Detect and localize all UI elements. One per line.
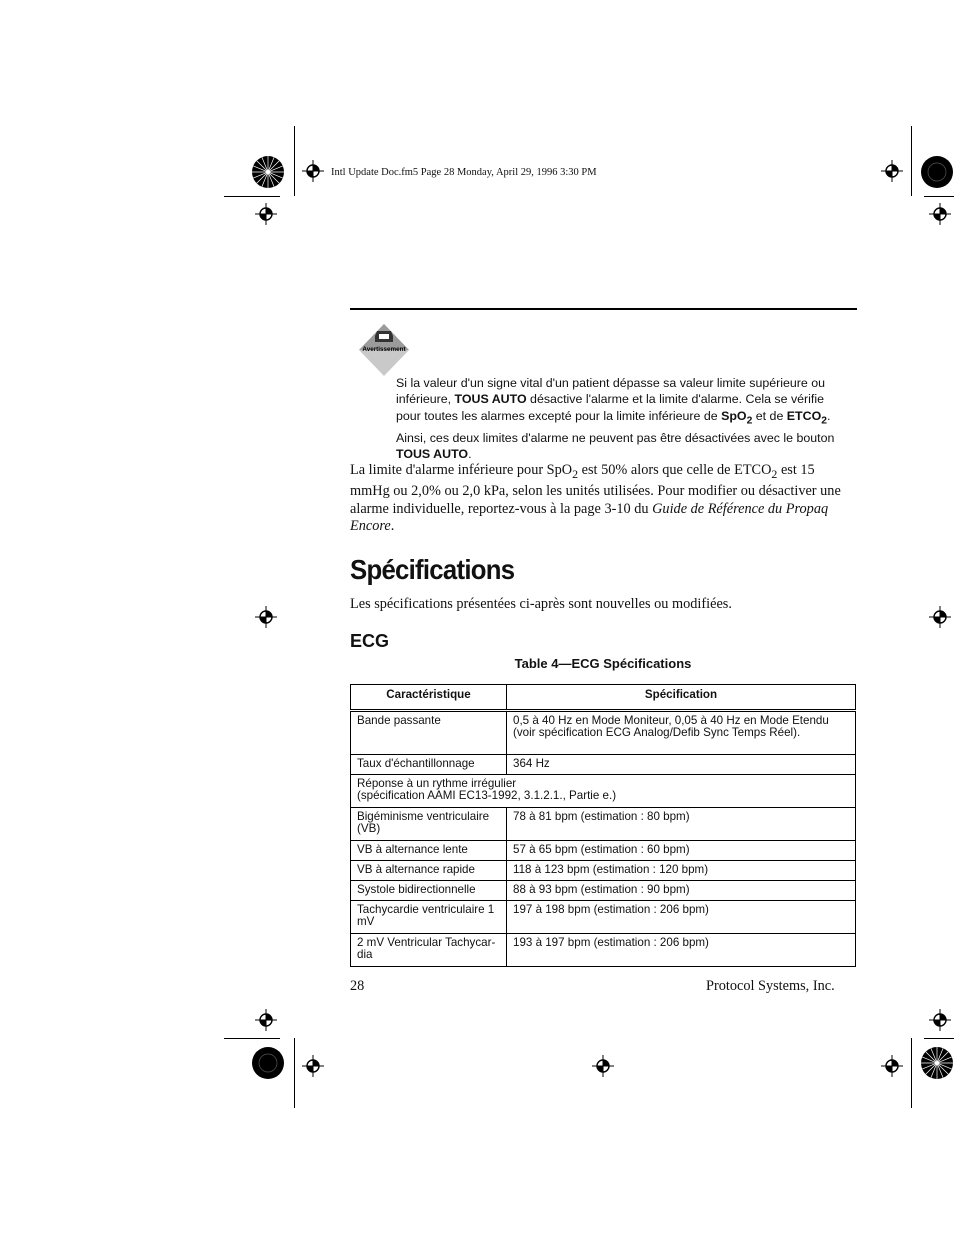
warning-text: Si la valeur d'un signe vital d'un patient dépasse sa valeur limite supérieure ou inférieure, TOUS AUTO désactive l'alarme et la limite d'alarme. Cela se vérifie pour toutes les alarmes excepté pour la limite inférieure de SpO$_2$ et de $ETCO_2$. Ainsi, ces deux limites d'alarme ne peuvent pas être désactivées avec le bouton TOUS AUTO.: [396, 376, 835, 462]
table-cell: 78 à 81 bpm (estimation : 80 bpm): [507, 808, 856, 841]
table-row: [351, 861, 856, 881]
table-row: [351, 934, 856, 967]
spec-table: [350, 684, 856, 967]
table-cell: 2 mV Ventricular Tachycar- dia: [351, 934, 507, 967]
table-cell: Bande passante: [351, 711, 507, 755]
table-header-row: [351, 685, 856, 711]
table-row: [351, 711, 856, 755]
registration-target-icon: [302, 160, 324, 182]
table-cell: 0,5 à 40 Hz en Mode Moniteur, 0,05 à 40 Hz en Mode Etendu (voir spécification ECG Analog/Defib Sync Temps Réel).: [507, 711, 856, 755]
page-number: 28: [350, 978, 365, 994]
registration-target-icon: [302, 1055, 324, 1077]
registration-target-icon: [929, 606, 951, 628]
table-row: [351, 881, 856, 901]
crop-mark: [911, 1038, 912, 1108]
crop-mark: [294, 126, 295, 196]
crop-mark: [224, 196, 280, 197]
registration-target-icon: [881, 1055, 903, 1077]
table-cell: Bigéminisme ventriculaire (VB): [351, 808, 507, 841]
crop-mark: [924, 1038, 954, 1039]
crop-mark: [911, 126, 912, 196]
section-heading: Spécifications: [350, 554, 515, 585]
table-cell: 57 à 65 bpm (estimation : 60 bpm): [507, 841, 856, 861]
table-cell: Tachycardie ventriculaire 1 mV: [351, 901, 507, 934]
starburst-target-icon: [251, 155, 285, 189]
table-cell: 197 à 198 bpm (estimation : 206 bpm): [507, 901, 856, 934]
table-cell: 118 à 123 bpm (estimation : 120 bpm): [507, 861, 856, 881]
table-cell: 88 à 93 bpm (estimation : 90 bpm): [507, 881, 856, 901]
warning-diamond-icon: [358, 323, 410, 377]
intro-text: Les spécifications présentées ci-après sont nouvelles ou modifiées.: [350, 596, 732, 612]
table-cell: 193 à 197 bpm (estimation : 206 bpm): [507, 934, 856, 967]
body-paragraph: La limite d'alarme inférieure pour SpO$_2$ est 50% alors que celle de $ETCO_2$ est 15 mmHg ou 2,0% ou 2,0 kPa, selon les unités utilisées. Pour modifier ou désactiver une alarme individuelle, reportez-vous à la page 3-10 du Guide de Référence du Propaq Encore.: [350, 462, 841, 535]
starburst-target-icon: [920, 155, 954, 189]
crop-mark: [224, 1038, 280, 1039]
crop-mark: [924, 196, 954, 197]
table-caption: Table 4—ECG Spécifications: [514, 656, 692, 671]
subsection-heading: ECG: [350, 631, 390, 651]
table-cell: Réponse à un rythme irrégulier (spécification AAMI EC13-1992, 3.1.2.1., Partie e.): [351, 775, 856, 808]
column-header: Caractéristique: [351, 685, 507, 711]
registration-target-icon: [929, 203, 951, 225]
table-cell: Taux d'échantillonnage: [351, 755, 507, 775]
table-row: [351, 901, 856, 934]
registration-target-icon: [929, 1009, 951, 1031]
column-header: Spécification: [507, 685, 856, 711]
slug-line: Intl Update Doc.fm5 Page 28 Monday, April 29, 1996 3:30 PM: [331, 167, 597, 178]
registration-target-icon: [881, 160, 903, 182]
table-cell: VB à alternance lente: [351, 841, 507, 861]
table-cell: VB à alternance rapide: [351, 861, 507, 881]
registration-target-icon: [255, 203, 277, 225]
starburst-target-icon: [251, 1046, 285, 1080]
section-rule: [350, 308, 857, 310]
registration-target-icon: [255, 606, 277, 628]
registration-target-icon: [592, 1055, 614, 1077]
table-row: [351, 775, 856, 808]
registration-target-icon: [255, 1009, 277, 1031]
table-row: [351, 841, 856, 861]
warning-icon-label: Avertissement: [362, 346, 406, 353]
footer-company: Protocol Systems, Inc.: [706, 978, 835, 994]
table-cell: Systole bidirectionnelle: [351, 881, 507, 901]
crop-mark: [294, 1038, 295, 1108]
table-row: [351, 808, 856, 841]
table-cell: 364 Hz: [507, 755, 856, 775]
starburst-target-icon: [920, 1046, 954, 1080]
table-row: [351, 755, 856, 775]
